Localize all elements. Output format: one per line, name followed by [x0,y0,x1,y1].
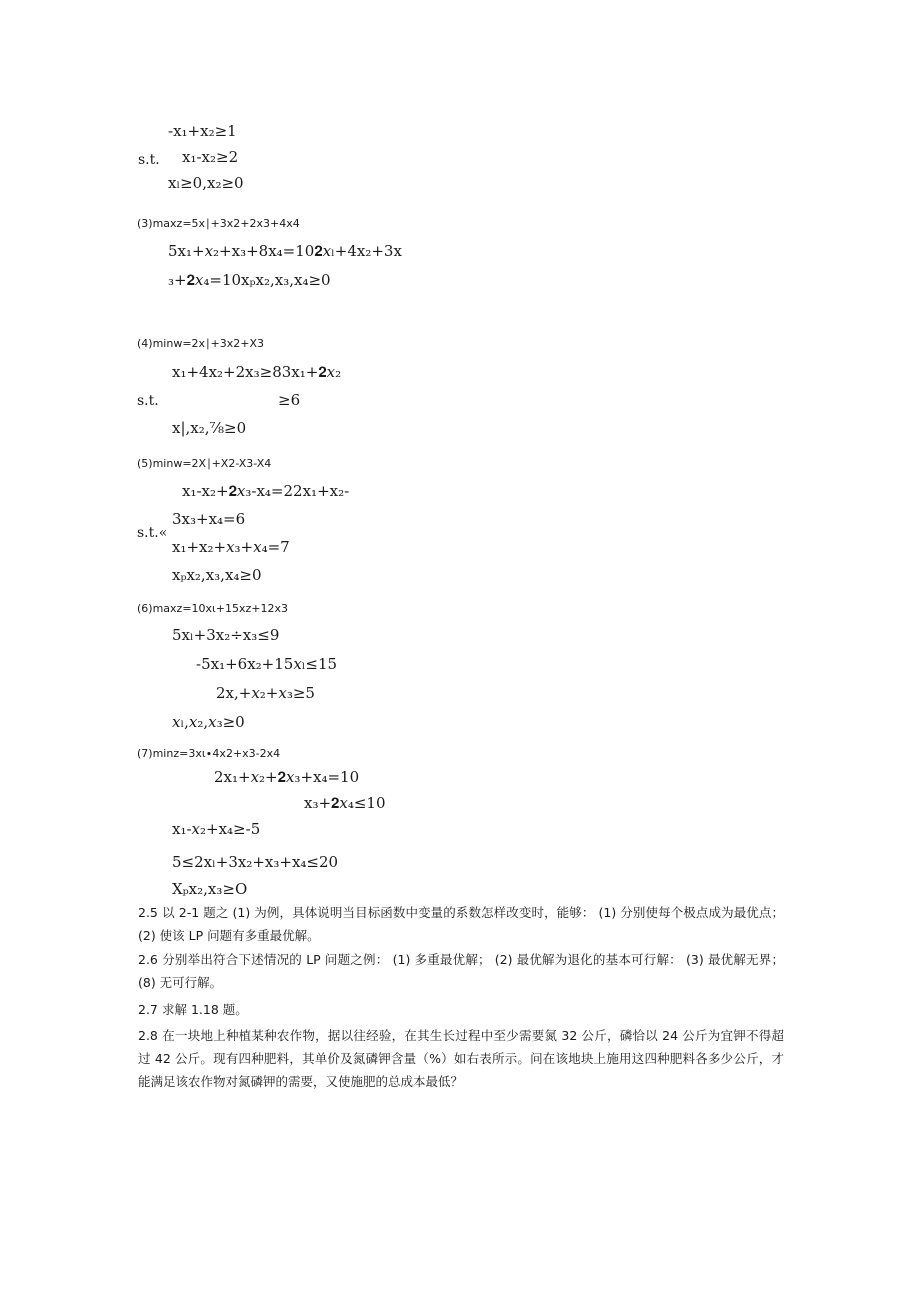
problem-3-heading: (3)maxz=5x∣+3x2+2x3+4x4 [137,217,300,230]
constraint-line: Xₚx₂,x₃≥O [172,880,248,898]
constraint-line: 5xₗ+3x₂÷x₃≤9 [172,626,280,644]
constraint-line: 5≤2xₗ+3x₂+x₃+x₄≤20 [172,853,339,871]
exercise-2-7 [138,998,784,1021]
exercise-number: 2.6 [138,952,158,967]
constraint-line: 5x₁+𝑥₂+x₃+8x₄=10𝟐𝑥ₗ+4x₂+3x [168,242,402,260]
constraint-line: x|,x₂,⅞≥0 [172,419,247,437]
constraint-line: x₁-x₂≥2 [182,148,239,166]
constraint-line: 2x₁+𝑥₂+𝟐𝑥₃+x₄=10 [214,768,360,786]
exercise-text: 以 2-1 题之 (1) 为例，具体说明当目标函数中变量的系数怎样改变时，能够： (1) 分别使每个极点成为最优点； (2) 使该 LP 问题有多重最优解。 [138,905,784,943]
constraint-line: x₁-𝑥₂+x₄≥-5 [172,820,261,838]
exercise-2-6 [138,948,784,994]
st-label: s.t. [137,393,159,409]
st-label: s.t.« [137,525,168,541]
problem-6-heading: (6)maxz=10xι+15xz+12x3 [137,602,288,615]
problem-5-heading: (5)minw=2X∣+X2-X3-X4 [137,457,272,470]
constraint-line: xₗ≥0,x₂≥0 [168,174,244,192]
exercise-2-5 [138,901,784,947]
constraint-line: xₚx₂,x₃,x₄≥0 [172,566,262,584]
exercise-text: 分别举出符合下述情况的 LP 问题之例： (1) 多重最优解； (2) 最优解为退化的基本可行解： (3) 最优解无界； (8) 无可行解。 [138,952,784,990]
exercise-number: 2.7 [138,1002,158,1017]
exercise-text: 求解 1.18 题。 [162,1002,248,1017]
constraint-line: -5x₁+6x₂+15𝑥ₗ≤15 [196,655,338,673]
constraint-line: x₃+𝟐𝑥₄≤10 [304,794,386,812]
constraint-line: x₁-x₂+𝟐𝑥₃-x₄=22x₁+x₂- [182,482,350,500]
problem-7-heading: (7)minz=3xι∙4x2+x3-2x4 [137,747,281,760]
exercise-number: 2.8 [138,1028,158,1043]
exercise-2-8 [138,1024,784,1093]
exercise-text: 在一块地上种植某种农作物，据以往经验，在其生长过程中至少需要氮 32 公斤，磷恰以 24 公斤为宜钾不得超过 42 公斤。现有四种肥料，其单价及氮磷钾含量（%）如右表所示。问在该地块上施用这四种肥料各多少公斤，才能满足该农作物对氮磷钾的需要，又使施肥的总成本最低？ [138,1028,784,1089]
constraint-line: ₃+𝟐𝑥₄=10xₚx₂,x₃,x₄≥0 [168,271,331,289]
constraint-line: -x₁+x₂≥1 [168,122,237,140]
constraint-line: 2x,+𝑥₂+𝑥₃≥5 [216,684,315,702]
constraint-line: 𝑥ₗ,𝑥₂,𝑥₃≥0 [172,713,245,731]
st-label: s.t. [138,152,160,168]
exercise-number: 2.5 [138,905,158,920]
constraint-line: x₁+4x₂+2x₃≥83x₁+𝟐𝑥₂ [172,363,342,381]
problem-4-heading: (4)minw=2x∣+3x2+X3 [137,337,265,350]
constraint-line: x₁+x₂+𝑥₃+𝑥₄=7 [172,538,290,556]
constraint-line: ≥6 [278,391,301,409]
constraint-line: 3x₃+x₄=6 [172,510,246,528]
